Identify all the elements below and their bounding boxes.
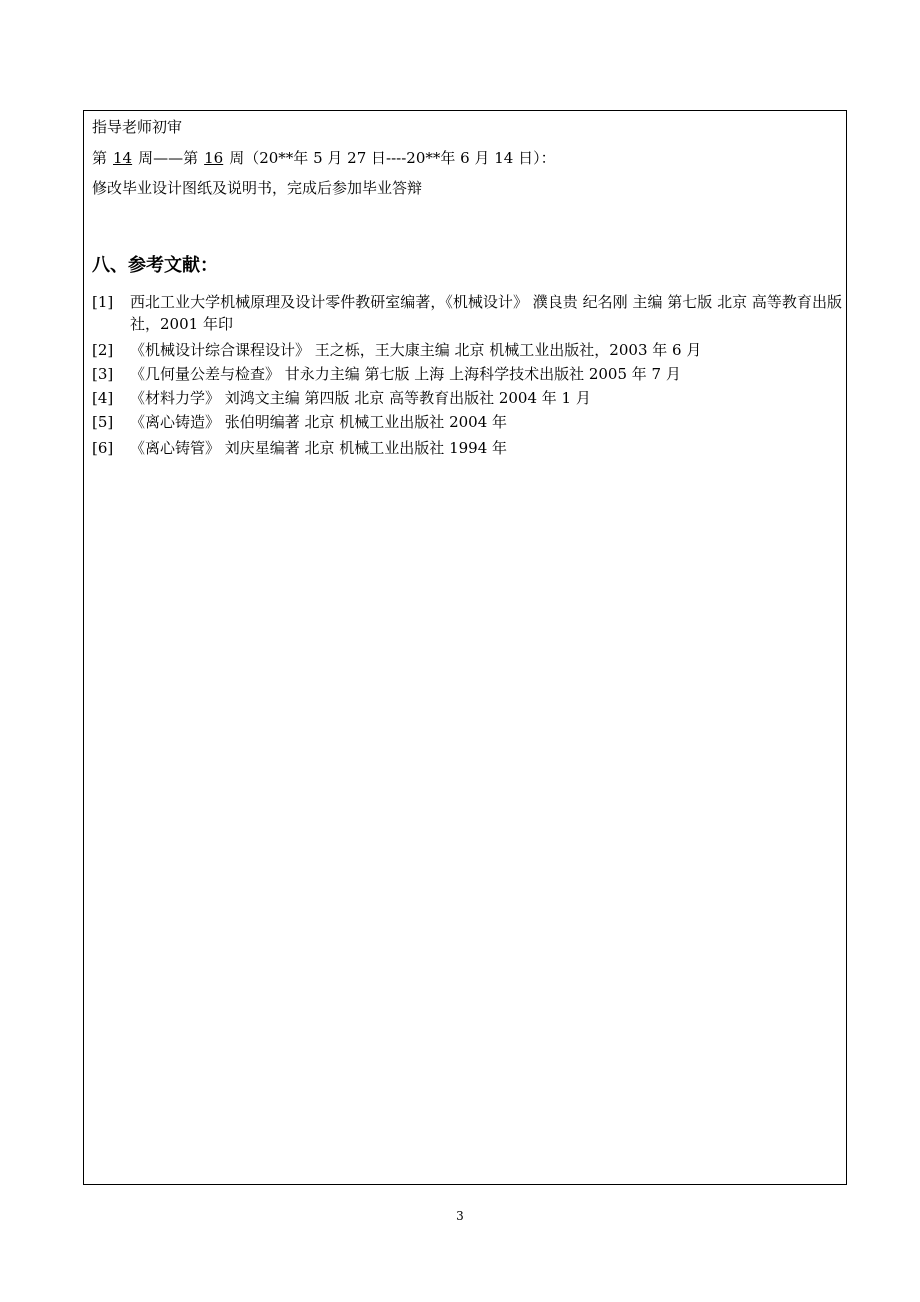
- reference-text: 《离心铸造》 张伯明编著 北京 机械工业出版社 2004 年: [130, 413, 508, 431]
- reference-item: [92, 363, 844, 385]
- reference-text: 《几何量公差与检查》 甘永力主编 第七版 上海 上海科学技术出版社 2005 年 7 月: [130, 365, 681, 383]
- reference-number: [5]: [92, 413, 114, 431]
- week-prefix: 第: [92, 149, 108, 167]
- reference-number: [2]: [92, 341, 114, 359]
- reference-text: 《材料力学》 刘鸿文主编 第四版 北京 高等教育出版社 2004 年 1 月: [130, 389, 591, 407]
- week-end: 16: [204, 149, 224, 167]
- reference-item: [92, 339, 844, 361]
- week-mid: 周——第: [138, 149, 199, 167]
- reference-item: [92, 387, 844, 409]
- reference-item: [92, 291, 844, 335]
- reference-number: [6]: [92, 439, 114, 457]
- week-start: 14: [113, 149, 133, 167]
- review-title: 指导老师初审: [92, 118, 183, 136]
- reference-item: [92, 411, 844, 433]
- reference-item: [92, 437, 844, 459]
- reference-number: [1]: [92, 293, 114, 311]
- week-suffix: 周（20**年 5 月 27 日----20**年 6 月 14 日）：: [229, 149, 556, 167]
- reference-text: 《离心铸管》 刘庆星编著 北京 机械工业出版社 1994 年: [130, 439, 508, 457]
- review-task: 修改毕业设计图纸及说明书，完成后参加毕业答辩: [92, 179, 423, 197]
- page-number: 3: [456, 1209, 464, 1223]
- reference-number: [3]: [92, 365, 114, 383]
- references-heading: 八、参考文献：: [92, 255, 218, 276]
- reference-number: [4]: [92, 389, 114, 407]
- review-schedule: [92, 148, 556, 168]
- reference-text: 西北工业大学机械原理及设计零件教研室编著，《机械设计》 濮良贵 纪名刚 主编 第七版 北京 高等教育出版社，2001 年印: [130, 293, 842, 333]
- reference-text: 《机械设计综合课程设计》 王之栎，王大康主编 北京 机械工业出版社，2003 年 6 月: [130, 341, 702, 359]
